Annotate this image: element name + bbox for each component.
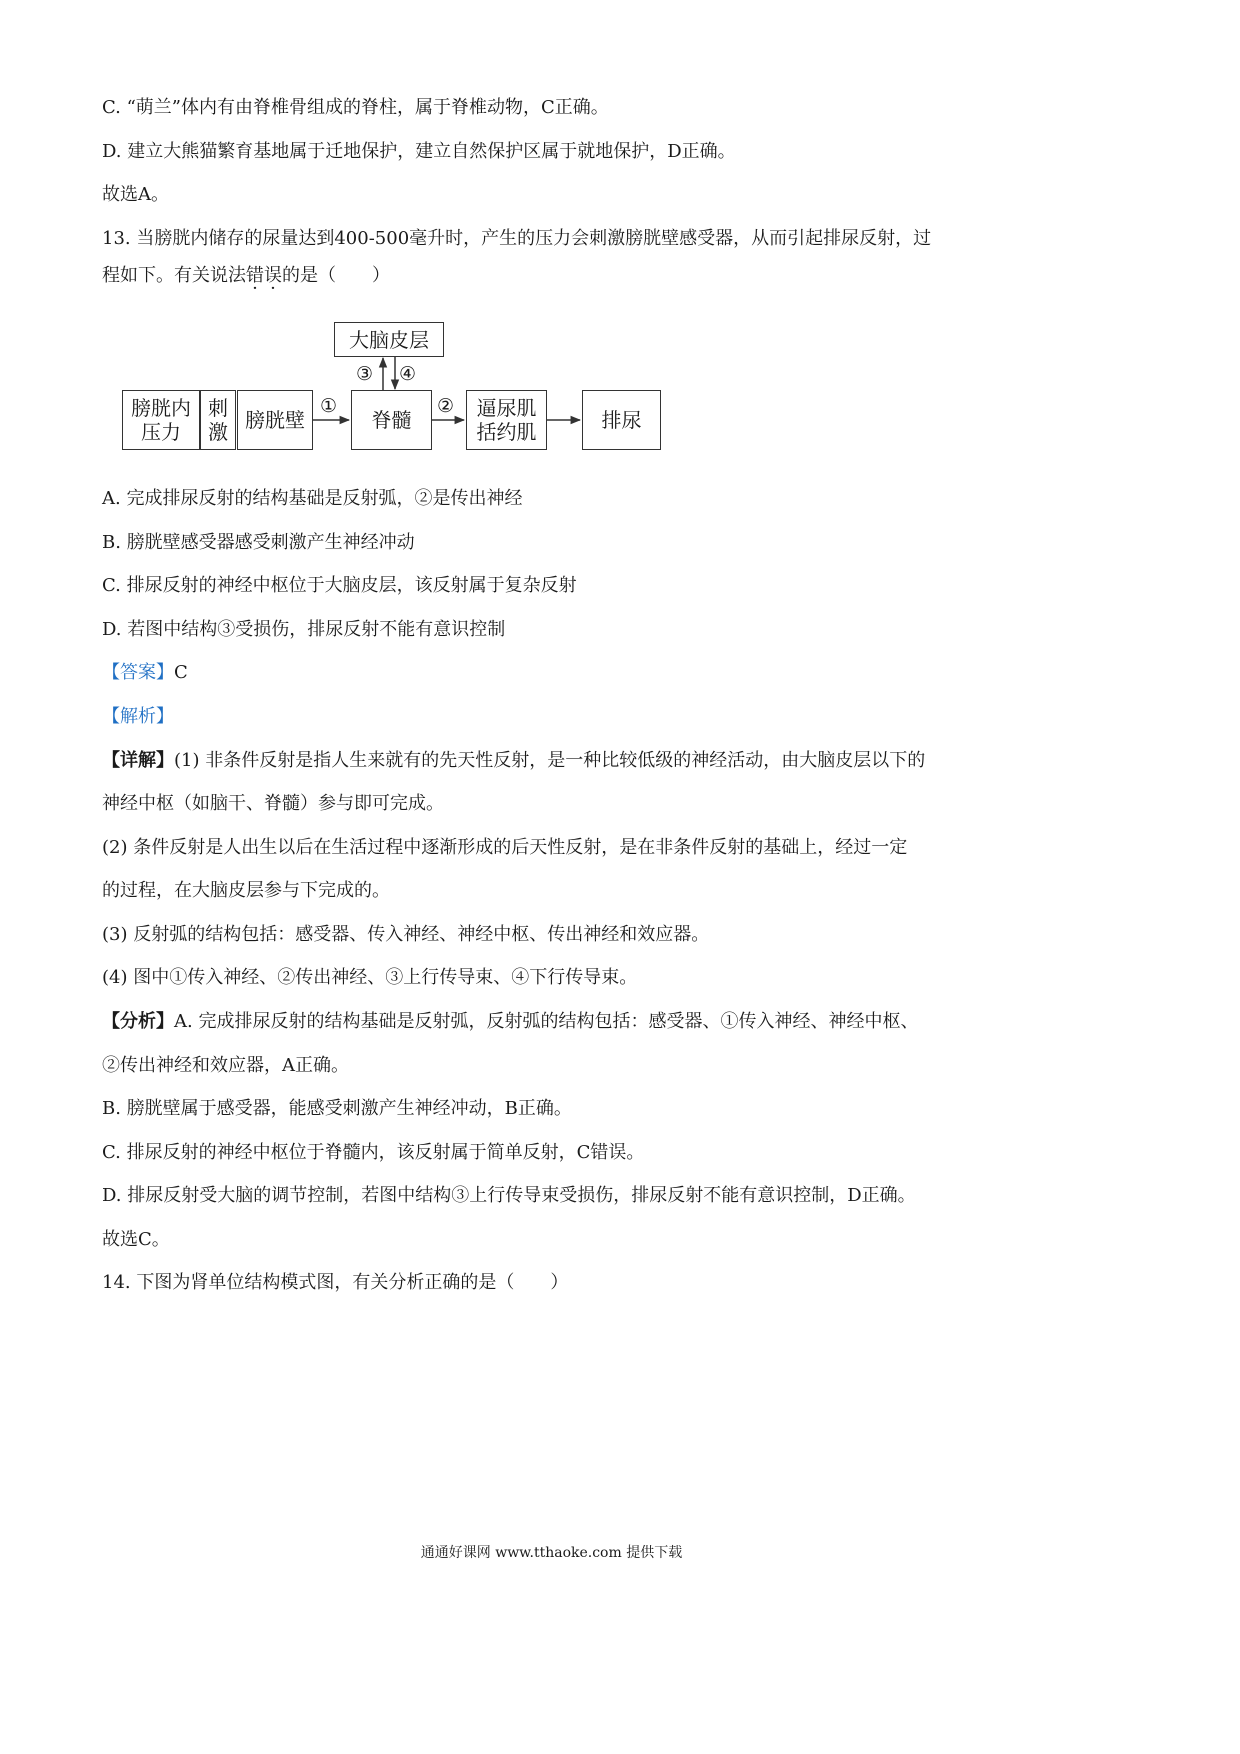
answer-label: 【答案】: [102, 662, 174, 683]
question-14-stem: 14. 下图为肾单位结构模式图，有关分析正确的是（ ）: [102, 1272, 569, 1293]
option-b: B. 膀胱壁感受器感受刺激产生神经冲动: [102, 532, 415, 553]
muscle-label-1: 逼尿肌: [476, 396, 537, 420]
urination-label: 排尿: [601, 408, 642, 432]
wall-label: 膀胱壁: [245, 408, 305, 432]
answer-line: [102, 661, 188, 685]
stem-text: 程如下。有关说法: [102, 265, 246, 286]
emphasis-char: 错: [246, 265, 264, 286]
fenxi-line: [102, 1010, 918, 1034]
spinal-label: 脊髓: [371, 408, 412, 432]
stem-text: 的是（ ）: [282, 265, 390, 286]
label-2: ②: [437, 395, 455, 417]
fenxi-line: C. 排尿反射的神经中枢位于脊髓内，该反射属于简单反射，C错误。: [102, 1142, 645, 1163]
text-line: 故选A。: [102, 184, 169, 205]
detail-line: [102, 749, 925, 773]
label-3: ③: [356, 363, 374, 385]
analysis-title: 【解析】: [102, 706, 174, 727]
emphasis-char: 误: [264, 265, 282, 286]
detail-text: (1) 非条件反射是指人生来就有的先天性反射，是一种比较低级的神经活动，由大脑皮层以下的: [174, 750, 926, 771]
bladder-pressure-box: [122, 390, 200, 450]
pressure-label-2: 压力: [141, 420, 181, 444]
fenxi-line: D. 排尿反射受大脑的调节控制，若图中结构③上行传导束受损伤，排尿反射不能有意识控制，D正确。: [102, 1185, 916, 1206]
bladder-wall-box: [237, 390, 313, 450]
urination-box: [582, 390, 661, 450]
detail-line: (4) 图中①传入神经、②传出神经、③上行传导束、④下行传导束。: [102, 967, 638, 988]
stimulus-label-2: 激: [208, 420, 228, 444]
stimulus-box: [200, 390, 236, 450]
detail-label: 【详解】: [102, 750, 174, 771]
fenxi-label: 【分析】: [102, 1011, 174, 1032]
fenxi-line: B. 膀胱壁属于感受器，能感受刺激产生神经冲动，B正确。: [102, 1098, 572, 1119]
muscle-label-2: 括约肌: [476, 420, 537, 444]
fenxi-line: 故选C。: [102, 1229, 170, 1250]
option-d: D. 若图中结构③受损伤，排尿反射不能有意识控制: [102, 619, 506, 640]
spinal-cord-box: [351, 390, 432, 450]
cortex-label: 大脑皮层: [349, 327, 429, 352]
label-1: ①: [320, 395, 338, 417]
fenxi-text: A. 完成排尿反射的结构基础是反射弧，反射弧的结构包括：感受器、①传入神经、神经中枢、: [174, 1011, 919, 1032]
answer-value: C: [174, 662, 188, 683]
text-line: C. “萌兰”体内有由脊椎骨组成的脊柱，属于脊椎动物，C正确。: [102, 97, 609, 118]
detail-line: 神经中枢（如脑干、脊髓）参与即可完成。: [102, 793, 444, 814]
cerebral-cortex-box: [334, 322, 444, 357]
label-4: ④: [399, 363, 417, 385]
option-a: A. 完成排尿反射的结构基础是反射弧，②是传出神经: [102, 488, 523, 509]
detail-line: (3) 反射弧的结构包括：感受器、传入神经、神经中枢、传出神经和效应器。: [102, 924, 710, 945]
fenxi-line: ②传出神经和效应器，A正确。: [102, 1055, 349, 1076]
page-footer: 通通好课网 www.tthaoke.com 提供下载: [420, 1545, 683, 1561]
pressure-label-1: 膀胱内: [131, 396, 191, 420]
option-c: C. 排尿反射的神经中枢位于大脑皮层，该反射属于复杂反射: [102, 575, 577, 596]
detail-line: 的过程，在大脑皮层参与下完成的。: [102, 880, 390, 901]
text-line: D. 建立大熊猫繁育基地属于迁地保护，建立自然保护区属于就地保护，D正确。: [102, 141, 736, 162]
muscle-box: [466, 390, 547, 450]
detail-line: (2) 条件反射是人出生以后在生活过程中逐渐形成的后天性反射，是在非条件反射的基础上，经过一定: [102, 837, 908, 858]
stimulus-label-1: 刺: [208, 396, 228, 420]
question-13-stem: 13. 当膀胱内储存的尿量达到400-500毫升时，产生的压力会刺激膀胱壁感受器，从而引起排尿反射，过: [102, 228, 932, 249]
